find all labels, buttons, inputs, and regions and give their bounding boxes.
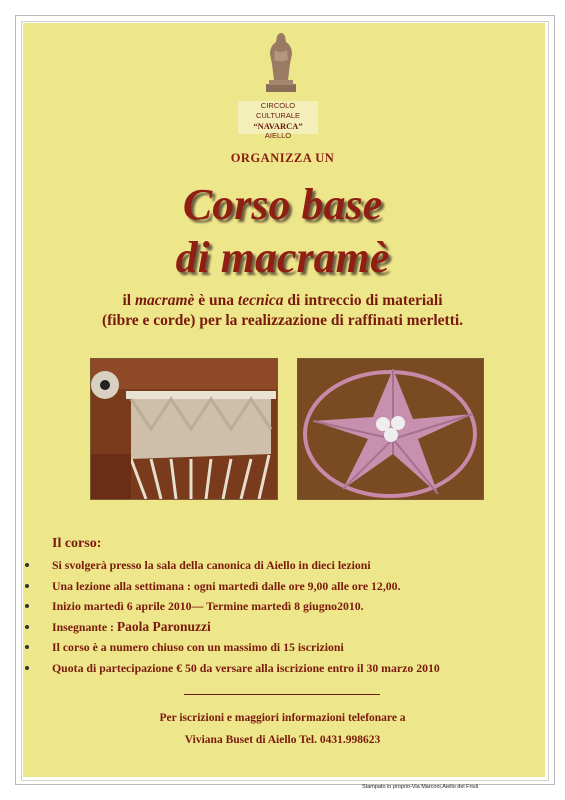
list-item	[25, 619, 545, 640]
macrame-flower-photo	[297, 358, 484, 500]
intro-italic-macrame: macramè	[134, 292, 195, 309]
intro-line2: (fibre e corde) per la realizzazione di raffinati merletti.	[101, 312, 464, 329]
macrame-lace-photo	[90, 358, 278, 500]
organizza-text: ORGANIZZA UN	[230, 151, 335, 165]
list-item-text: Si svolgerà presso la sala della canonica di Aiello in dieci lezioni	[52, 558, 371, 572]
list-item-text: Il corso è a numero chiuso con un massimo di 15 iscrizioni	[52, 640, 344, 654]
title-line2: di macramè	[175, 233, 390, 282]
intro-part: è una	[194, 292, 238, 309]
list-item	[25, 660, 545, 681]
list-item-text: Inizio martedì 6 aprile 2010— Termine martedì 8 giugno2010.	[52, 599, 364, 613]
bullet-icon	[25, 625, 29, 629]
circolo-line3: AIELLO	[264, 131, 292, 140]
intro-part: di intreccio di materiali	[283, 292, 443, 309]
list-item	[25, 598, 545, 619]
statue-logo-icon	[262, 30, 300, 92]
list-item-text: Insegnante :	[52, 619, 117, 634]
list-item	[25, 639, 545, 660]
circolo-line1: CIRCOLO CULTURALE	[255, 101, 301, 120]
list-item	[25, 557, 545, 578]
title-line1: Corso base	[182, 180, 383, 229]
divider	[184, 694, 380, 695]
course-list	[25, 557, 545, 680]
footer-note: Stampato in proprio-Via Marconi,Aiello del Friuli	[362, 784, 479, 790]
bullet-icon	[25, 563, 29, 567]
circolo-label	[238, 101, 318, 140]
bullet-icon	[25, 584, 29, 588]
intro-italic-tecnica: tecnica	[237, 292, 284, 309]
list-item-text: Una lezione alla settimana : ogni martedì dalle ore 9,00 alle ore 12,00.	[52, 578, 401, 593]
intro-part: il	[122, 292, 135, 309]
contact-line1: Per iscrizioni e maggiori informazioni telefonare a	[159, 712, 406, 724]
list-item-text: Quota di partecipazione € 50 da versare alla iscrizione entro il 30 marzo 2010	[52, 660, 440, 675]
circolo-line2: “NAVARCA”	[253, 121, 303, 131]
contact-line2: Viviana Buset di Aiello Tel. 0431.998623	[184, 734, 381, 746]
list-item	[25, 578, 545, 599]
intro-text	[0, 291, 565, 331]
course-heading: Il corso:	[52, 536, 102, 551]
bullet-icon	[25, 604, 29, 608]
bullet-icon	[25, 645, 29, 649]
teacher-name: Paola Paronuzzi	[116, 618, 211, 634]
bullet-icon	[25, 666, 29, 670]
